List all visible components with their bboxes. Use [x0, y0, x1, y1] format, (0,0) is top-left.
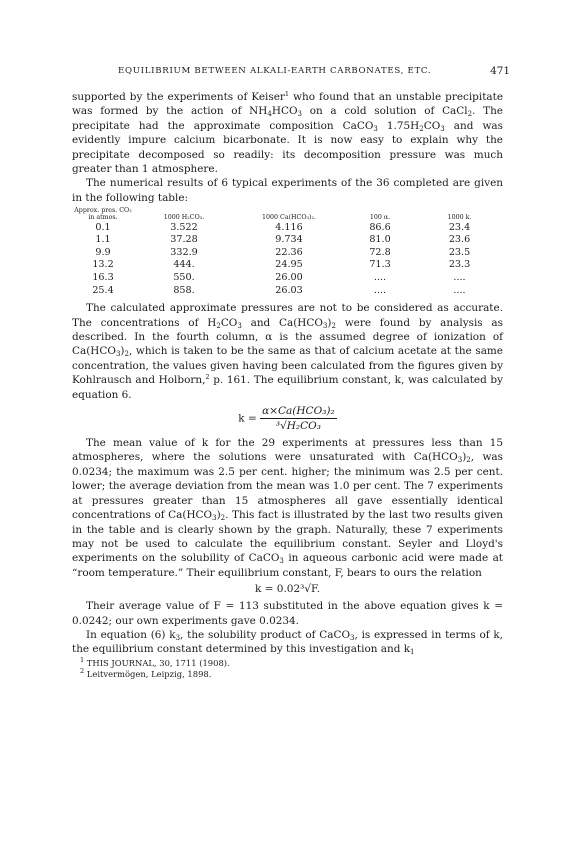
- table-cell-k: 23.3: [448, 259, 471, 271]
- table-cell-pressure: 16.3: [92, 272, 114, 284]
- table-cell-pressure: 1.1: [95, 234, 111, 246]
- equation-relation: k = 0.02³√F.: [254, 583, 321, 596]
- table-cell-cahco3: 9.734: [275, 234, 303, 246]
- table-cell-k: 23.4: [448, 221, 471, 233]
- table-cell-pressure: 13.2: [92, 259, 114, 271]
- equation-denominator: ³√H₂CO₃: [275, 420, 321, 433]
- table-cell-cahco3: 24.95: [275, 259, 303, 271]
- col-header-h2co3: 1000 H₂CO₃.: [163, 214, 205, 222]
- running-header: [118, 65, 510, 77]
- page-number: 471: [490, 65, 510, 77]
- table-cell-h2co3: 37.28: [170, 234, 198, 246]
- col-header-k: 1000 k.: [447, 214, 472, 222]
- table-cell-k: 23.6: [448, 234, 471, 246]
- paragraph-keiser: supported by the experiments of Keiser$^1$ who found that an unstable precipitate was formed by the action of $NH_4HCO_3$ on a cold solution of CaCl$_2$. The precipitate had the approximate composition CaCO$_3$ $1.75H_2CO_3$ and was evidently impure calcium bicarbonate. It is now easy to explain why the precipitate decomposed so readily: its decomposition pressure was much greater than 1 atmosphere.: [72, 90, 503, 176]
- paragraph-equation-6: In equation (6) $k_3$, the solubility product of CaCO$_3$, is expressed in terms of k, the equilibrium constant determined by this investigation and $k_1$: [72, 628, 503, 657]
- table-cell-pressure: 25.4: [92, 284, 114, 296]
- table-cell-cahco3: 26.00: [275, 272, 303, 284]
- table-row: [72, 234, 503, 247]
- table-cell-k: ....: [453, 284, 466, 296]
- table-cell-alpha: 81.0: [369, 234, 391, 246]
- paragraph-calculated-pressures: The calculated approximate pressures are not to be considered as accurate. The concentrations of $H_2CO_3$ and $Ca(HCO_3)_2$ were found by analysis as described. In the fourth column, α is the assumed degree of ionization of $Ca(HCO_3)_2$, which is taken to be the same as that of calcium acetate at the same concentration, the values given having been calculated from the figures given by Kohlrausch and Holborn,$^2$ p. 161. The equilibrium constant, k, was calculated by equation 6.: [72, 302, 503, 401]
- equation-numerator: α×Ca(HCO₃)₂: [262, 405, 335, 418]
- table-cell-alpha: ....: [373, 284, 387, 296]
- col-header-pressure: Approx. pres. CO₂ in atmos.: [74, 207, 132, 222]
- table-cell-h2co3: 3.522: [170, 221, 198, 233]
- paragraph-table-intro: The numerical results of 6 typical experiments of the 36 completed are given in the following table:: [72, 177, 503, 204]
- table-header-row: [72, 207, 503, 221]
- body-text: [72, 90, 503, 680]
- paragraph-average-f: Their average value of F = 113 substituted in the above equation gives k = 0.0242; our own experiments gave 0.0234.: [72, 600, 503, 627]
- table-cell-alpha: 86.6: [369, 221, 391, 233]
- table-cell-h2co3: 858.: [173, 284, 195, 296]
- table-cell-h2co3: 332.9: [170, 246, 198, 258]
- table-cell-cahco3: 4.116: [275, 221, 303, 233]
- table-cell-pressure: 0.1: [95, 221, 111, 233]
- footnote-2: $^2$ Leitvermögen, Leipzig, 1898.: [80, 666, 212, 679]
- equation-k: [72, 404, 503, 433]
- equation-fraction: [260, 404, 337, 433]
- table-cell-alpha: 71.3: [369, 259, 391, 271]
- footnotes: [72, 655, 503, 680]
- table-row: [72, 222, 503, 235]
- table-body: [72, 222, 503, 298]
- table-cell-alpha: 72.8: [369, 246, 391, 258]
- paragraph-mean-value: The mean value of k for the 29 experiments at pressures less than 15 atmospheres, where the solutions were unsaturated with $Ca(HCO_3)_2$, was 0.0234; the maximum was 2.5 per cent. higher; the minimum was 2.5 per cent. lower; the average deviation from the mean was 1.0 per cent. The 7 experiments at pressures greater than 15 atmospheres all gave essentially identical concentrations of $Ca(HCO_3)_2$. This fact is illustrated by the last two results given in the table and is clearly shown by the graph. Naturally, these 7 experiments may not be used to calculate the equilibrium constant. Seyler and Lloyd's experiments on the solubility of CaCO$_3$ in aqueous carbonic acid were made at “room temperature.” Their equilibrium constant, F, bears to ours the relation: [72, 437, 504, 579]
- col-header-alpha: 100 α.: [369, 214, 391, 222]
- table-row: [72, 247, 503, 260]
- footnote-ref-2: 2: [205, 373, 210, 382]
- col-header-cahco3: 1000 Ca(HCO₃)₂.: [261, 214, 317, 222]
- equation-lhs: k =: [238, 412, 257, 425]
- table-cell-alpha: ....: [373, 272, 387, 284]
- footnote-ref-1: 1: [284, 90, 290, 98]
- table-row: [72, 285, 503, 298]
- footnote-1: $^1$ THIS JOURNAL, 30, 1711 (1908).: [80, 655, 230, 668]
- table-cell-k: ....: [453, 272, 466, 284]
- table-cell-h2co3: 550.: [173, 272, 195, 284]
- table-cell-cahco3: 22.36: [275, 246, 303, 258]
- results-table: [72, 207, 503, 297]
- running-title: EQUILIBRIUM BETWEEN ALKALI-EARTH CARBONATES, ETC.: [118, 66, 432, 76]
- table-cell-pressure: 9.9: [95, 246, 111, 258]
- table-row: [72, 272, 503, 285]
- table-cell-h2co3: 444.: [173, 259, 195, 271]
- table-cell-cahco3: 26.03: [275, 284, 303, 296]
- table-row: [72, 259, 503, 272]
- table-cell-k: 23.5: [448, 246, 471, 258]
